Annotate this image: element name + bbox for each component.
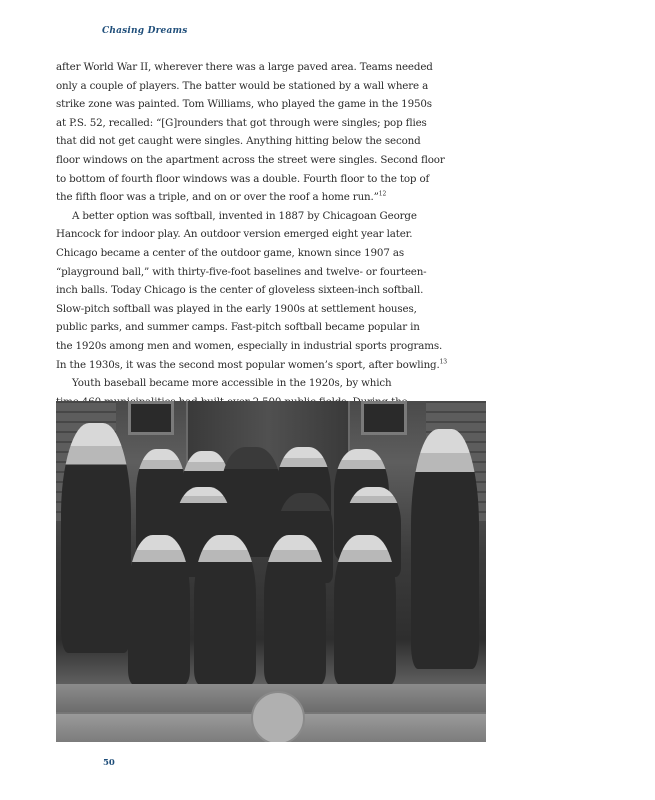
text-line: at P.S. 52, recalled: “[G]rounders that got through were singles; pop flies: [56, 116, 427, 129]
text-line: after World War II, wherever there was a large paved area. Teams needed: [56, 61, 433, 73]
text-line: the 1920s among men and women, especially in industrial sports programs.: [56, 339, 443, 352]
window-right: [361, 401, 407, 435]
player: [128, 535, 190, 685]
text-line: the fifth floor was a triple, and on or over the roof a home run.”$^{12}$: [56, 190, 387, 204]
page-number: 50: [103, 758, 115, 768]
text-line: Hancock for indoor play. An outdoor version emerged eight year later.: [56, 228, 413, 241]
text-line: to bottom of fourth floor windows was a double. Fourth floor to the top of: [56, 172, 430, 185]
text-line: Slow-pitch softball was played in the early 1900s at settlement houses,: [56, 302, 417, 315]
text-line: that did not get caught were singles. Anything hitting below the second: [56, 135, 421, 148]
text-line: only a couple of players. The batter would be stationed by a wall where a: [56, 79, 429, 92]
footnote-ref: 13: [439, 358, 447, 366]
crossed-bats-and-glove: [251, 691, 305, 742]
running-head: Chasing Dreams: [102, 26, 188, 36]
player: [61, 423, 131, 653]
text-line: Chicago became a center of the outdoor game, known since 1907 as: [56, 246, 404, 259]
text-line: Youth baseball became more accessible in the 1920s, by which: [72, 377, 392, 390]
player: [264, 535, 326, 685]
window-left: [128, 401, 174, 435]
text-line: “playground ball,” with thirty-five-foot baselines and twelve- or fourteen-: [56, 265, 427, 278]
text-line: A better option was softball, invented in 1887 by Chicagoan George: [72, 209, 417, 222]
player: [194, 535, 256, 685]
player: [411, 429, 479, 669]
footnote-ref: 12: [378, 190, 387, 198]
text-line: In the 1930s, it was the second most popular women’s sport, after bowling.$^{13}$: [56, 358, 447, 371]
text-line: inch balls. Today Chicago is the center of gloveless sixteen-inch softball.: [56, 284, 424, 297]
text-line: floor windows on the apartment across the street were singles. Second floor: [56, 153, 445, 166]
player: [334, 535, 396, 685]
text-line: strike zone was painted. Tom Williams, who played the game in the 1950s: [56, 98, 432, 111]
text-line: public parks, and summer camps. Fast-pitch softball became popular in: [56, 321, 420, 334]
team-photo: [56, 401, 486, 742]
